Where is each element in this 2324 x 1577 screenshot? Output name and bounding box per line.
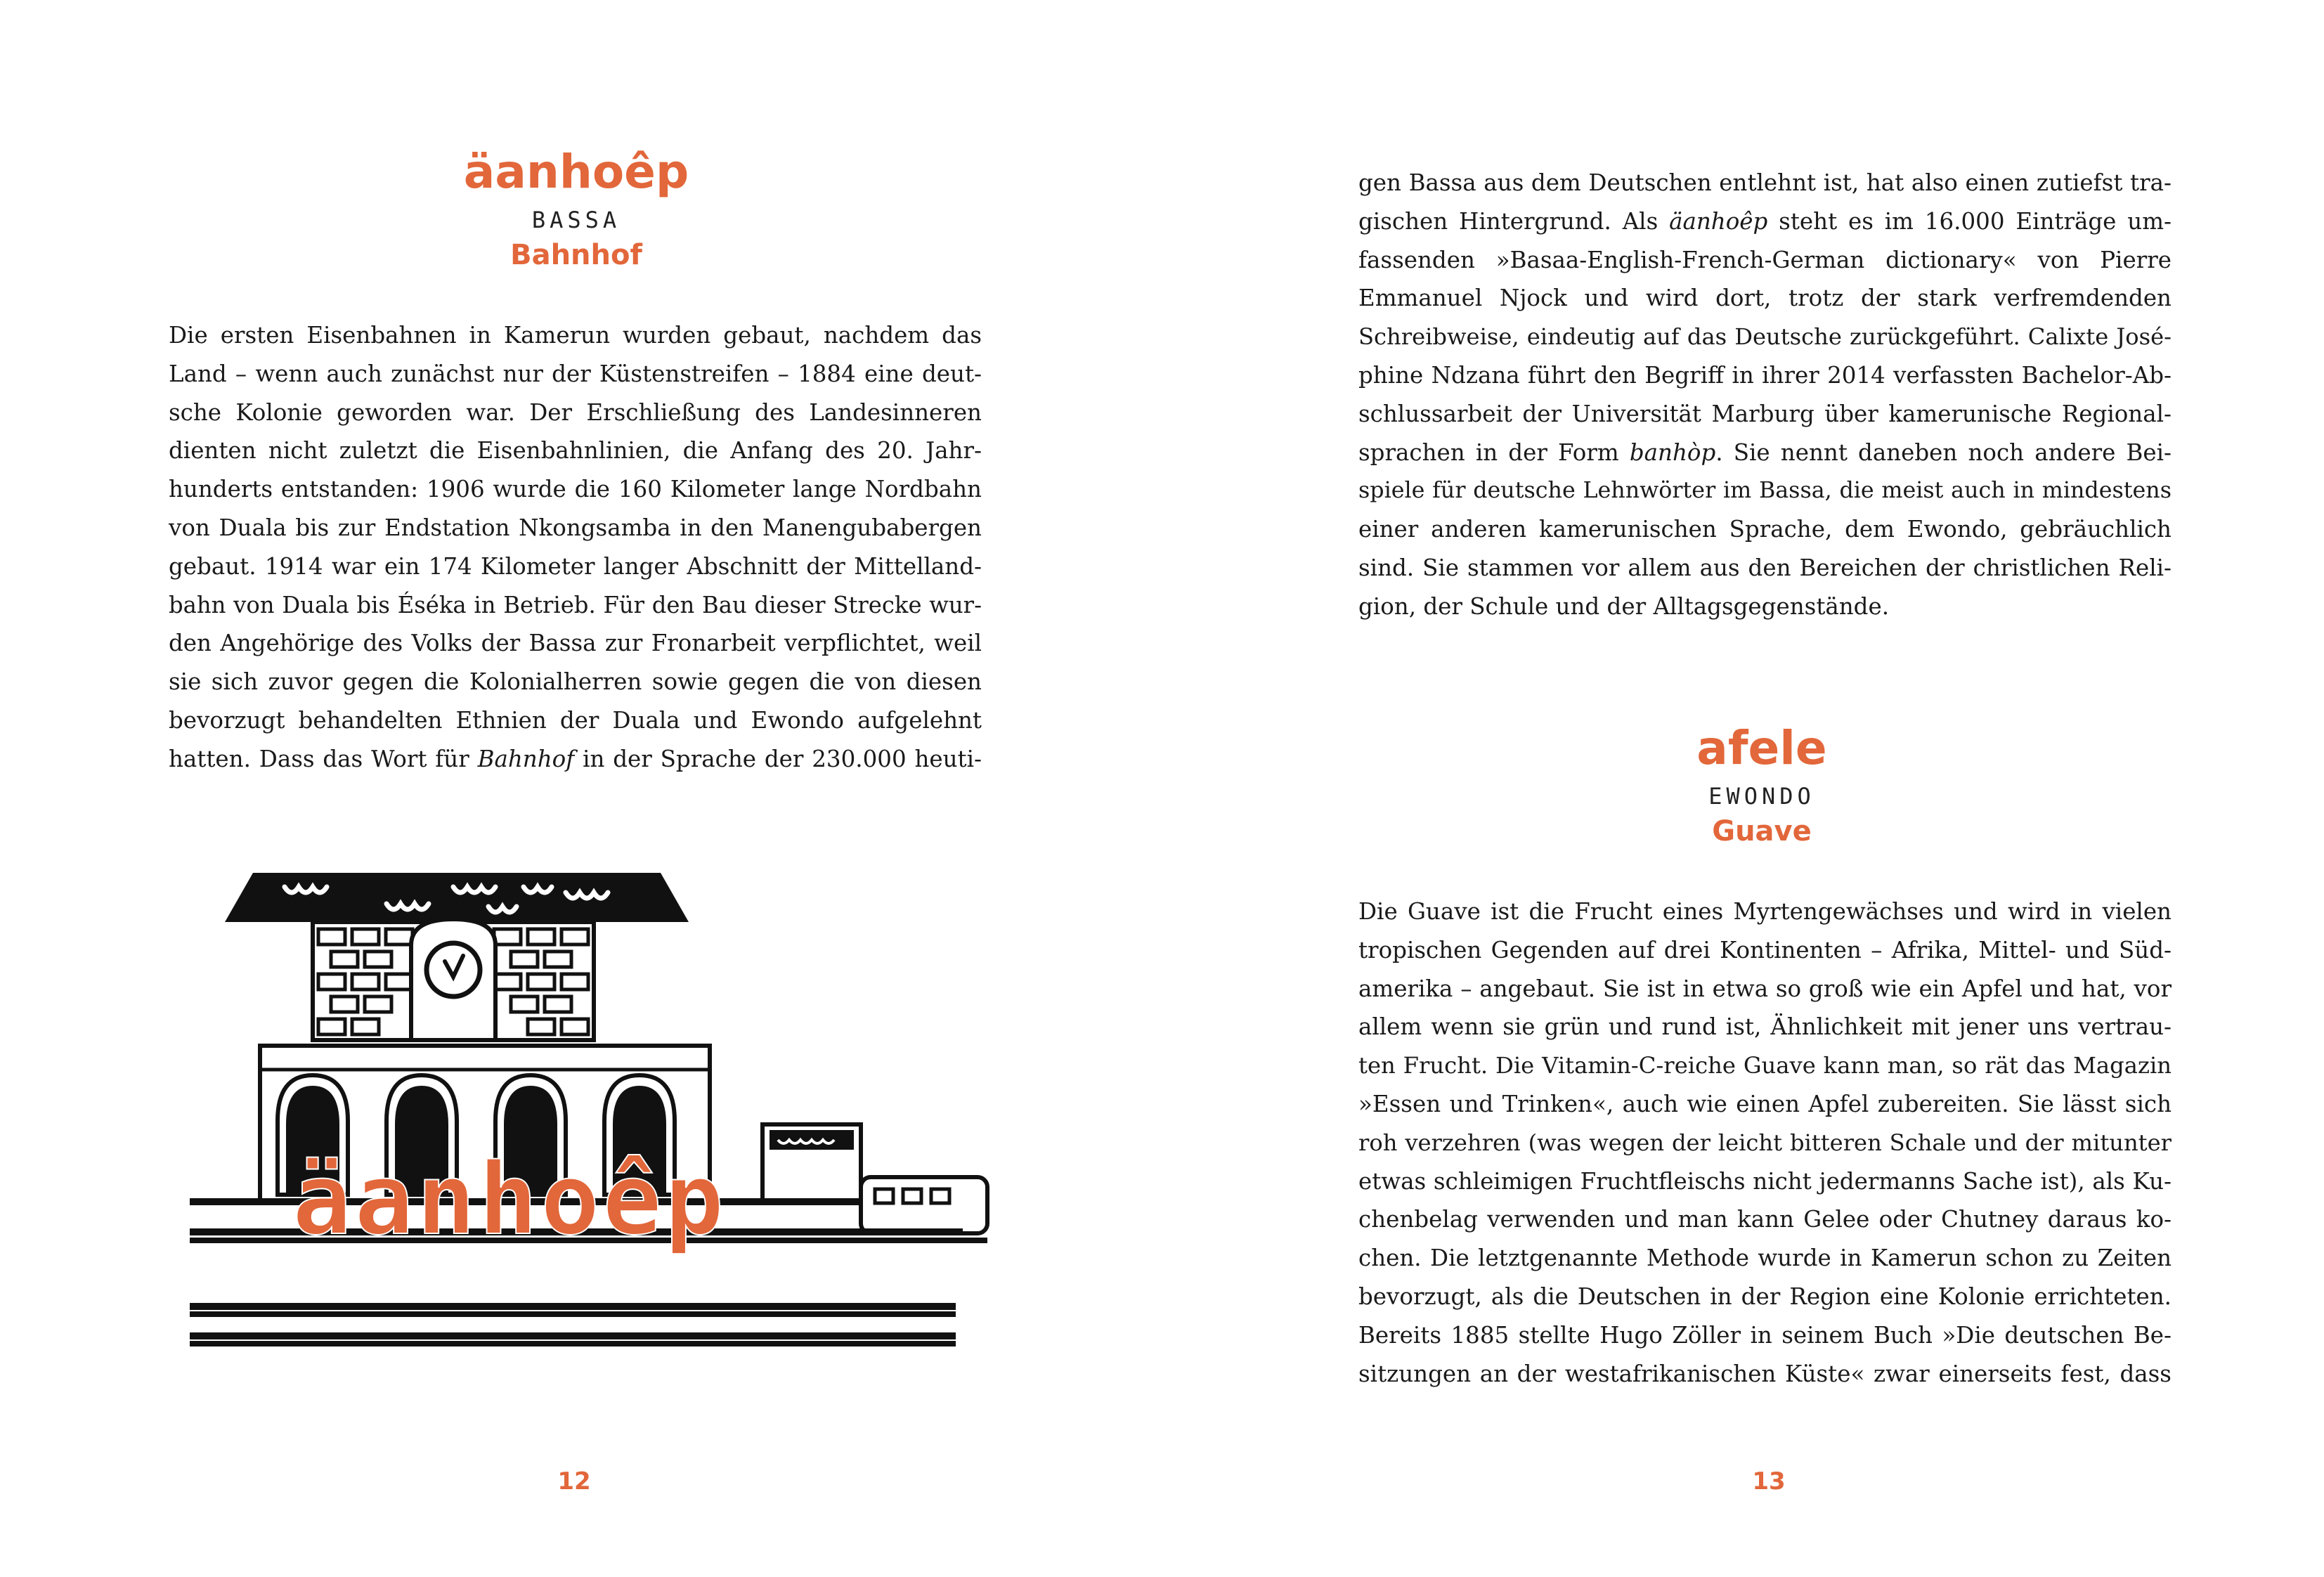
text-run: . Sie nennt daneben noch andere Bei- — [1715, 439, 2172, 466]
text-line — [1358, 549, 2172, 588]
text-run: spiele für deutsche Lehnwörter im Bassa, die meist auch in mindestens — [1358, 478, 2172, 504]
text-run: fassenden »Basaa-English-French-German dictionary« von Pierre — [1358, 246, 2172, 273]
italic-term: Bahnhof — [477, 745, 575, 772]
text-line — [1358, 241, 2172, 280]
text-line — [1358, 202, 2172, 241]
text-line: Land – wenn auch zunächst nur der Küstenstreifen – 1884 eine deut- — [169, 360, 982, 387]
text-run: gen Bassa aus dem Deutschen entlehnt ist, hat also einen zutiefst tra- — [1358, 169, 2172, 196]
text-line: bevorzugt, als die Deutschen in der Region eine Kolonie errichteten. — [1358, 1283, 2172, 1310]
text-run: Schreibweise, eindeutig auf das Deutsche zurückgeführt. Calixte José- — [1358, 323, 2172, 351]
entry-word: afele — [1696, 721, 1827, 775]
text-line — [1358, 588, 2172, 626]
text-line: sie sich zuvor gegen die Kolonialherren sowie gegen die von diesen — [169, 668, 982, 696]
entry-word: äanhoêp — [463, 145, 689, 199]
text-line — [1358, 164, 2172, 202]
text-run: schlussarbeit der Universität Marburg über kamerunische Regional- — [1358, 400, 2172, 427]
right-page — [1162, 0, 2324, 1577]
text-line: von Duala bis zur Endstation Nkongsamba in den Manengubabergen — [169, 514, 982, 541]
text-line: »Essen und Trinken«, auch wie einen Apfel zubereiten. Sie lässt sich — [1358, 1090, 2172, 1117]
station-roof — [225, 873, 689, 922]
text-run: Emmanuel Njock und wird dort, trotz der stark verfremdenden — [1358, 285, 2172, 312]
entry-language: BASSA — [531, 207, 621, 233]
text-line: bevorzugt behandelten Ethnien der Duala und Ewondo aufgelehnt — [169, 706, 982, 734]
text-line — [1358, 434, 2172, 472]
text-line — [1358, 318, 2172, 356]
text-line: Die ersten Eisenbahnen in Kamerun wurden gebaut, nachdem das — [169, 322, 982, 349]
illustration-label: äanhoêp — [292, 1143, 727, 1257]
text-line: sitzungen an der westafrikanischen Küste« zwar einerseits fest, dass — [1358, 1360, 2172, 1387]
continuation-text — [1358, 164, 2172, 626]
text-line: etwas schleimigen Fruchtfleischs nicht jedermanns Sache ist), als Ku- — [1358, 1167, 2172, 1195]
text-line — [169, 740, 982, 779]
text-line: Die Guave ist die Frucht eines Myrtengewächses und wird in vielen — [1358, 898, 2172, 925]
train-engine — [861, 1177, 987, 1233]
text-line: roh verzehren (was wegen der leicht bitteren Schale und der mitunter — [1358, 1129, 2172, 1156]
text-run: phine Ndzana führt den Begriff in ihrer 2014 verfassten Bachelor-Ab- — [1358, 361, 2172, 389]
text-line — [1358, 510, 2172, 549]
entry-body-text — [1358, 893, 2172, 1393]
entry-heading-aanhoep — [260, 144, 892, 273]
text-line: hunderts entstanden: 1906 wurde die 160 Kilometer lange Nordbahn — [169, 476, 982, 503]
text-line: allem wenn sie grün und rund ist, Ähnlichkeit mit jener uns vertrau- — [1358, 1013, 2172, 1041]
text-line: den Angehörige des Volks der Bassa zur Fronarbeit verpflichtet, weil — [169, 630, 982, 657]
italic-term: banhòp — [1629, 439, 1716, 466]
entry-translation: Bahnhof — [510, 239, 642, 271]
text-run: steht es im 16.000 Einträge um- — [1767, 207, 2172, 235]
text-line: gebaut. 1914 war ein 174 Kilometer langer Abschnitt der Mittelland- — [169, 552, 982, 580]
text-line — [1358, 472, 2172, 510]
text-run: gischen Hintergrund. Als — [1358, 207, 1670, 235]
entry-body-text — [169, 316, 982, 779]
text-line: chenbelag verwenden und man kann Gelee oder Chutney daraus ko- — [1358, 1206, 2172, 1233]
text-run: gion, der Schule und der Alltagsgegenstände. — [1358, 592, 1890, 620]
text-line — [1358, 395, 2172, 434]
text-line: tropischen Gegenden auf drei Kontinenten – Afrika, Mittel- und Süd- — [1358, 936, 2172, 963]
text-line: amerika – angebaut. Sie ist in etwa so groß wie ein Apfel und hat, vor — [1358, 975, 2172, 1002]
text-run: hatten. Dass das Wort für — [169, 745, 478, 772]
text-line: ten Frucht. Die Vitamin-C-reiche Guave kann man, so rät das Magazin — [1358, 1052, 2172, 1079]
entry-translation: Guave — [1712, 815, 1812, 848]
clock-icon — [427, 943, 480, 997]
station-illustration — [179, 864, 994, 1370]
italic-term: äanhoêp — [1669, 207, 1768, 235]
text-line: Bereits 1885 stellte Hugo Zöller in seinem Buch »Die deutschen Be- — [1358, 1321, 2172, 1349]
text-line: sche Kolonie geworden war. Der Erschließung des Landesinneren — [169, 398, 982, 426]
text-line — [1358, 356, 2172, 395]
text-run: einer anderen kamerunischen Sprache, dem Ewondo, gebräuchlich — [1358, 516, 2172, 543]
text-run: in der Sprache der 230.000 heuti- — [574, 745, 982, 772]
text-line: dienten nicht zuletzt die Eisenbahnlinien, die Anfang des 20. Jahr- — [169, 437, 982, 465]
text-run: sprachen in der Form — [1358, 439, 1630, 466]
page-number-left: 12 — [557, 1467, 591, 1495]
text-line — [1358, 279, 2172, 318]
entry-heading-afele — [1446, 720, 2078, 850]
text-line: chen. Die letztgenannte Methode wurde in Kamerun schon zu Zeiten — [1358, 1245, 2172, 1272]
text-line: bahn von Duala bis Éséka in Betrieb. Für den Bau dieser Strecke wur- — [169, 591, 982, 618]
page-number-right: 13 — [1752, 1467, 1786, 1495]
text-run: sind. Sie stammen vor allem aus den Bereichen der christlichen Reli- — [1358, 554, 2172, 581]
entry-language: EWONDO — [1708, 783, 1815, 810]
